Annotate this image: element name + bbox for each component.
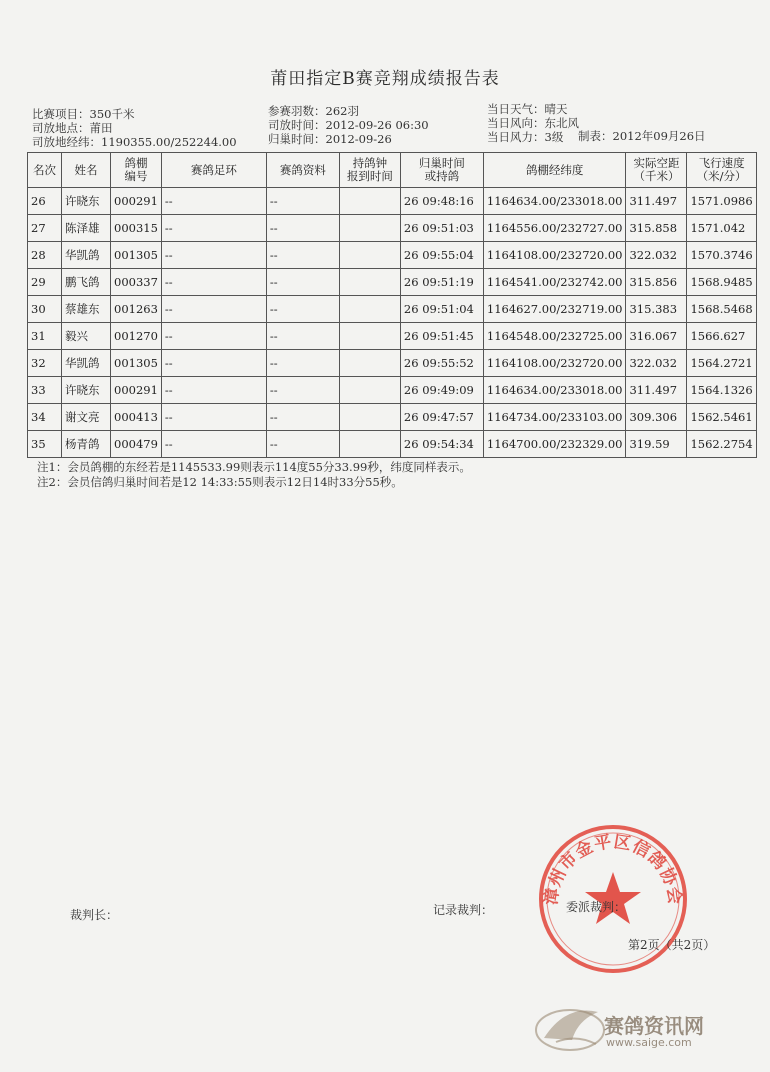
note-1: 注1：会员鸽棚的东经若是1145533.99则表示114度55分33.99秒，纬度同样表示。 [37,460,471,474]
cell-info: -- [266,269,339,296]
table-row [28,377,757,404]
cell-speed: 1568.5468 [687,296,756,323]
cell-coord: 1164556.00/232727.00 [483,215,626,242]
header-speed-line2: （米/分） [696,169,747,183]
meta-wind-force: 当日风力：3级 [487,130,564,144]
header-speed-line1: 飞行速度 [698,156,745,170]
meta-release-time: 司放时间：2012-09-26 06:30 [268,118,429,132]
cell-speed: 1571.0986 [687,188,756,215]
cell-ring: -- [161,404,266,431]
cell-loft: 000337 [111,269,162,296]
cell-ring: -- [161,215,266,242]
cell-distance: 315.856 [626,269,687,296]
cell-info: -- [266,242,339,269]
watermark-url: www.saige.com [606,1036,692,1049]
cell-arrival: 26 09:51:04 [400,296,483,323]
cell-loft: 000413 [111,404,162,431]
cell-ring: -- [161,350,266,377]
notes [37,460,471,490]
results-body [28,188,757,458]
cell-loft: 001270 [111,323,162,350]
cell-speed: 1564.1326 [687,377,756,404]
header-coord: 鸽棚经纬度 [483,153,626,188]
header-loft-line2: 编号 [124,169,148,183]
cell-rank: 29 [28,269,62,296]
cell-distance: 322.032 [626,242,687,269]
cell-distance: 315.858 [626,215,687,242]
header-speed [687,153,756,188]
table-header-row [28,153,757,188]
meta-weather: 当日天气：晴天 [487,102,568,116]
cell-clock [339,323,400,350]
cell-clock [339,404,400,431]
table-row [28,350,757,377]
cell-speed: 1571.042 [687,215,756,242]
cell-coord: 1164108.00/232720.00 [483,242,626,269]
cell-coord: 1164634.00/233018.00 [483,188,626,215]
cell-rank: 34 [28,404,62,431]
cell-name: 华凯鸽 [62,350,111,377]
header-loft-line1: 鸽棚 [124,156,148,170]
cell-arrival: 26 09:55:04 [400,242,483,269]
cell-speed: 1568.9485 [687,269,756,296]
cell-info: -- [266,350,339,377]
header-arrival [400,153,483,188]
cell-info: -- [266,188,339,215]
meta-made-date: 制表：2012年09月26日 [578,129,706,143]
cell-info: -- [266,215,339,242]
cell-distance: 319.59 [626,431,687,458]
cell-rank: 32 [28,350,62,377]
page-number: 第2页（共2页） [628,938,716,952]
header-ring: 赛鸽足环 [161,153,266,188]
header-arrival-line1: 归巢时间 [418,156,465,170]
cell-loft: 001305 [111,350,162,377]
cell-name: 蔡雄东 [62,296,111,323]
header-info: 赛鸽资料 [266,153,339,188]
cell-clock [339,188,400,215]
table-row [28,296,757,323]
cell-arrival: 26 09:47:57 [400,404,483,431]
cell-coord: 1164700.00/232329.00 [483,431,626,458]
cell-distance: 309.306 [626,404,687,431]
cell-rank: 35 [28,431,62,458]
cell-distance: 322.032 [626,350,687,377]
cell-rank: 28 [28,242,62,269]
table-row [28,404,757,431]
results-table [27,152,757,458]
header-clock [339,153,400,188]
cell-arrival: 26 09:51:19 [400,269,483,296]
cell-ring: -- [161,188,266,215]
table-row [28,242,757,269]
meta-entries: 参赛羽数：262羽 [268,104,359,118]
cell-arrival: 26 09:55:52 [400,350,483,377]
cell-name: 许晓东 [62,188,111,215]
cell-name: 华凯鸽 [62,242,111,269]
cell-ring: -- [161,323,266,350]
cell-ring: -- [161,296,266,323]
table-row [28,215,757,242]
cell-distance: 316.067 [626,323,687,350]
table-row [28,431,757,458]
cell-arrival: 26 09:49:09 [400,377,483,404]
watermark-brand: 赛鸽资讯网 [604,1014,704,1038]
meta-return-time: 归巢时间：2012-09-26 [268,132,392,146]
cell-info: -- [266,404,339,431]
cell-speed: 1562.2754 [687,431,756,458]
cell-distance: 315.383 [626,296,687,323]
cell-distance: 311.497 [626,188,687,215]
note-2: 注2：会员信鸽归巢时间若是12 14:33:55则表示12日14时33分55秒。 [37,475,403,489]
cell-name: 陈泽雄 [62,215,111,242]
cell-coord: 1164548.00/232725.00 [483,323,626,350]
meta-location: 司放地点：莆田 [32,121,113,135]
meta-wind-direction: 当日风向：东北风 [487,116,579,130]
cell-name: 许晓东 [62,377,111,404]
cell-distance: 311.497 [626,377,687,404]
cell-clock [339,350,400,377]
table-row [28,188,757,215]
cell-loft: 000291 [111,188,162,215]
cell-rank: 31 [28,323,62,350]
cell-coord: 1164108.00/232720.00 [483,350,626,377]
header-name: 姓名 [62,153,111,188]
cell-loft: 001305 [111,242,162,269]
cell-coord: 1164634.00/233018.00 [483,377,626,404]
cell-name: 谢文亮 [62,404,111,431]
cell-speed: 1564.2721 [687,350,756,377]
cell-rank: 33 [28,377,62,404]
header-distance [626,153,687,188]
cell-coord: 1164734.00/233103.00 [483,404,626,431]
header-loft [111,153,162,188]
cell-coord: 1164627.00/232719.00 [483,296,626,323]
cell-clock [339,377,400,404]
cell-ring: -- [161,242,266,269]
recorder-label: 记录裁判： [433,903,494,917]
cell-ring: -- [161,377,266,404]
meta-right [487,102,579,144]
header-clock-line1: 持鸽钟 [352,156,388,170]
cell-clock [339,242,400,269]
cell-clock [339,296,400,323]
cell-speed: 1570.3746 [687,242,756,269]
cell-name: 毅兴 [62,323,111,350]
cell-clock [339,215,400,242]
meta-coords: 司放地经纬：1190355.00/252244.00 [32,135,237,149]
cell-name: 鹏飞鸽 [62,269,111,296]
header-clock-line2: 报到时间 [346,169,393,183]
cell-ring: -- [161,431,266,458]
table-row [28,323,757,350]
cell-loft: 001263 [111,296,162,323]
header-arrival-line2: 或持鸽 [424,169,460,183]
cell-arrival: 26 09:51:03 [400,215,483,242]
delegate-label: 委派裁判： [566,900,627,914]
meta-event: 比赛项目：350千米 [32,107,135,121]
header-rank: 名次 [28,153,62,188]
cell-coord: 1164541.00/232742.00 [483,269,626,296]
cell-info: -- [266,323,339,350]
cell-info: -- [266,377,339,404]
meta-middle [268,104,429,146]
cell-rank: 30 [28,296,62,323]
cell-speed: 1566.627 [687,323,756,350]
cell-loft: 000291 [111,377,162,404]
cell-clock [339,269,400,296]
cell-info: -- [266,296,339,323]
cell-rank: 27 [28,215,62,242]
cell-info: -- [266,431,339,458]
meta-left [32,107,237,149]
cell-loft: 000315 [111,215,162,242]
cell-arrival: 26 09:51:45 [400,323,483,350]
header-distance-line2: （千米） [633,169,680,183]
cell-arrival: 26 09:54:34 [400,431,483,458]
cell-arrival: 26 09:48:16 [400,188,483,215]
header-distance-line1: 实际空距 [633,156,680,170]
cell-loft: 000479 [111,431,162,458]
cell-ring: -- [161,269,266,296]
judge-label: 裁判长： [70,908,119,922]
svg-text:漳州市金平区信鸽协会: 漳州市金平区信鸽协会 [541,832,685,907]
cell-name: 杨青鸽 [62,431,111,458]
cell-speed: 1562.5461 [687,404,756,431]
report-title: 莆田指定B赛竞翔成绩报告表 [270,69,500,89]
cell-clock [339,431,400,458]
cell-rank: 26 [28,188,62,215]
table-row [28,269,757,296]
